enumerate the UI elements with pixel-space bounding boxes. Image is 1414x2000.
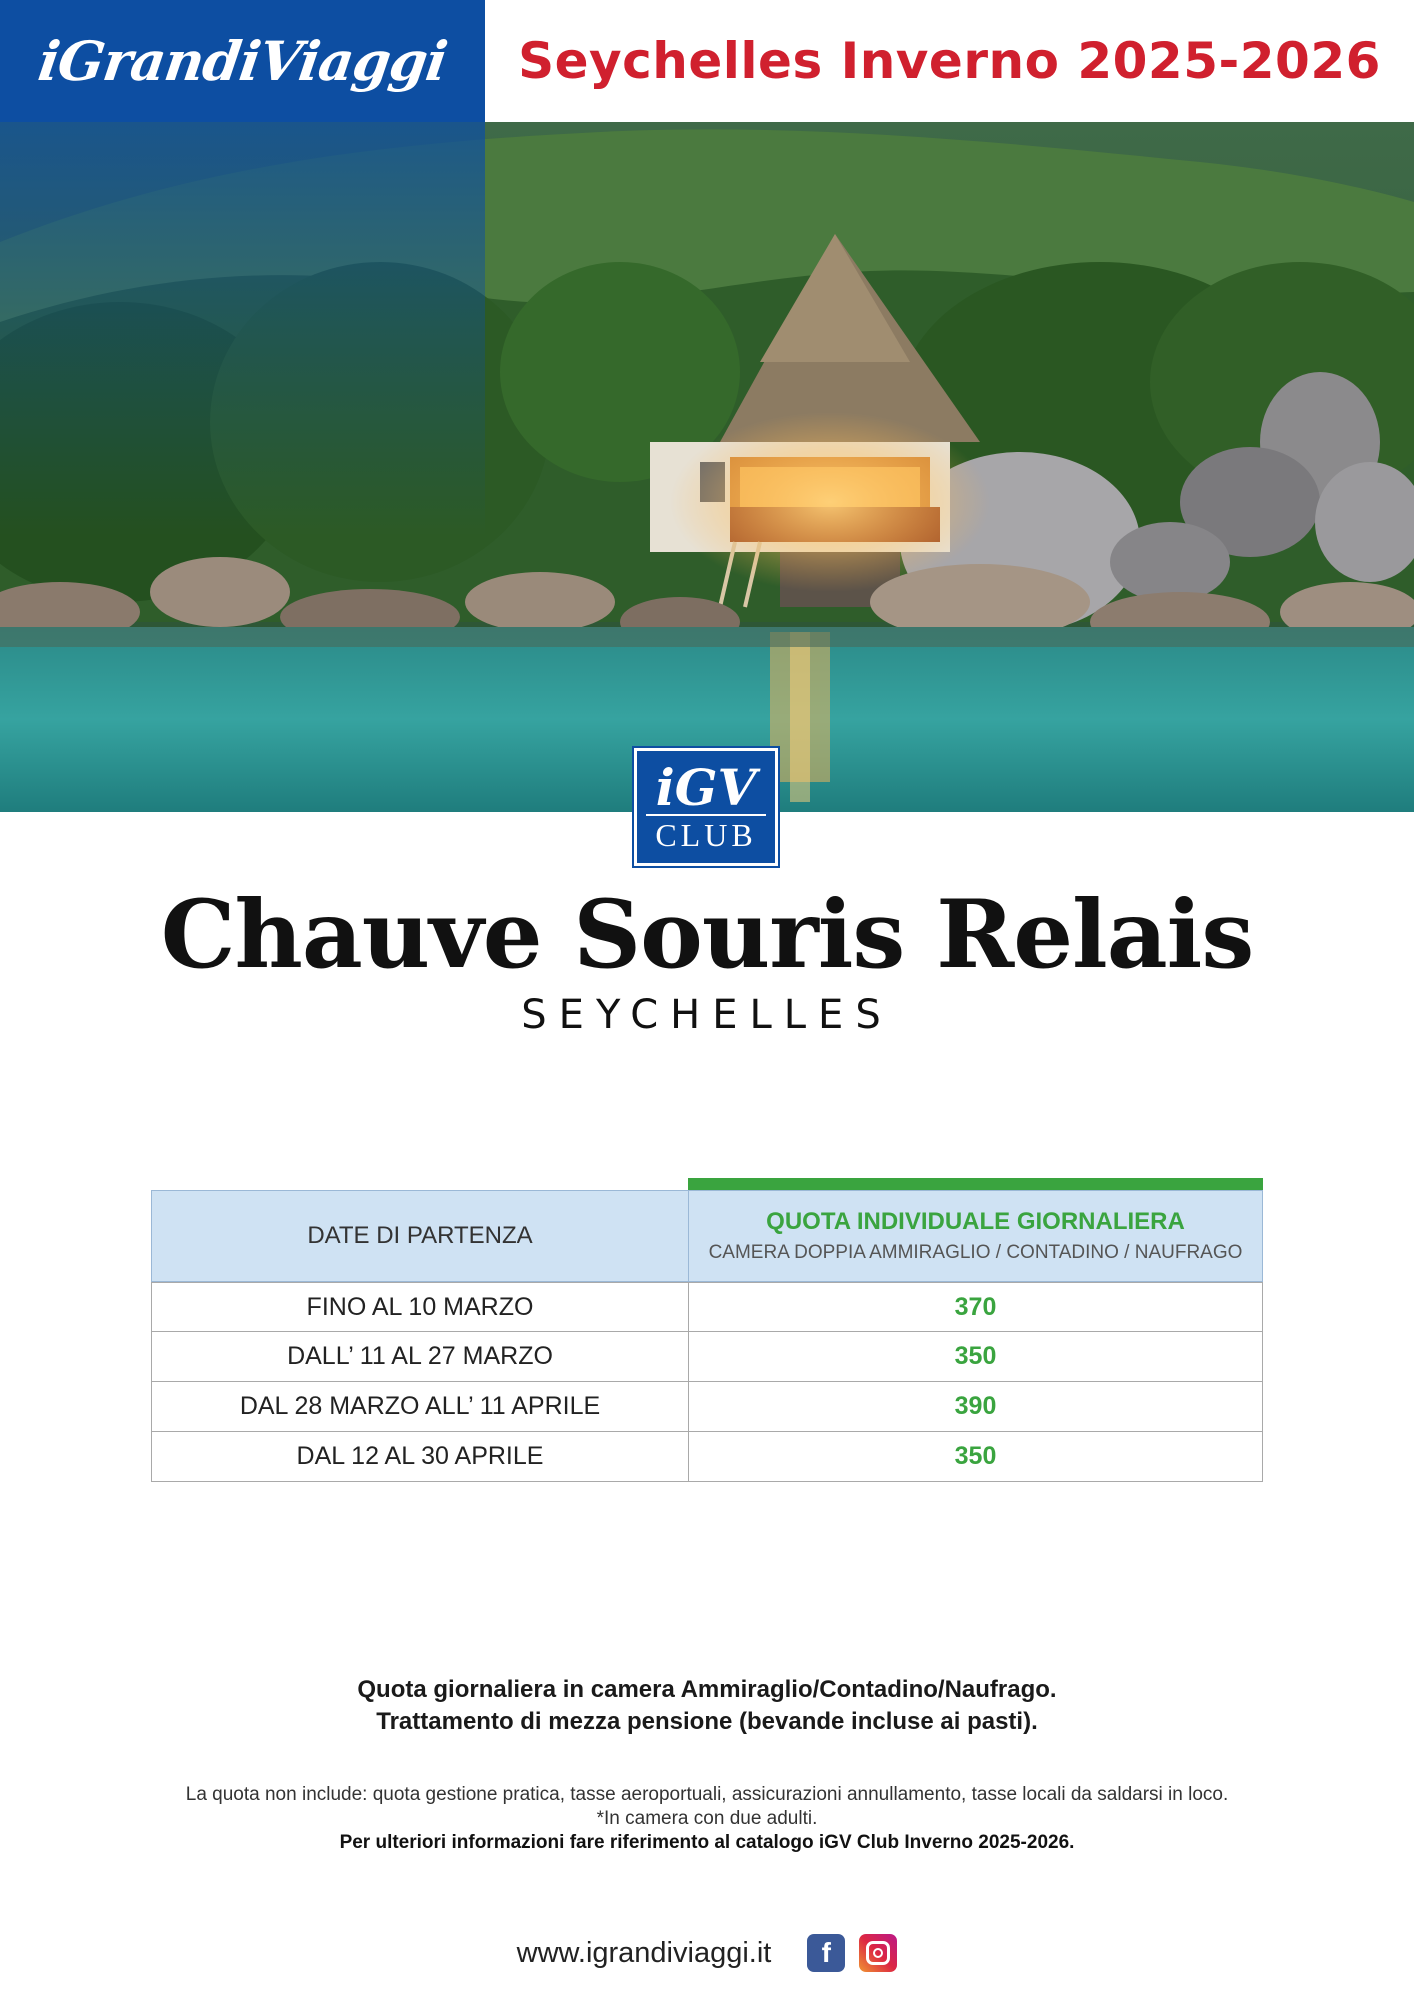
row-price: 350 xyxy=(954,1442,997,1470)
brand-logo: iGrandiViaggi xyxy=(34,29,451,93)
note-exclusions: La quota non include: quota gestione pratica, tasse aeroportuali, assicurazioni annullamento, tasse locali da saldarsi in loco. xyxy=(185,1784,1229,1805)
instagram-icon[interactable] xyxy=(859,1934,897,1972)
badge-club-text: CLUB xyxy=(646,814,766,852)
header-price-title: QUOTA INDIVIDUALE GIORNALIERA xyxy=(766,1208,1185,1235)
table-row xyxy=(151,1282,1263,1332)
table-row xyxy=(151,1382,1263,1432)
note-room-type: Quota giornaliera in camera Ammiraglio/Contadino/Naufrago. xyxy=(357,1676,1057,1703)
facebook-icon[interactable]: f xyxy=(807,1934,845,1972)
website-link[interactable]: www.igrandiviaggi.it xyxy=(516,1936,772,1969)
header-price xyxy=(689,1191,1262,1281)
row-period: DAL 28 MARZO ALL’ 11 APRILE xyxy=(152,1382,689,1431)
brand-logo-box xyxy=(0,0,485,122)
table-row xyxy=(151,1332,1263,1382)
hero-photo xyxy=(0,122,1414,817)
row-price: 350 xyxy=(954,1342,997,1370)
row-period: DALL’ 11 AL 27 MARZO xyxy=(152,1332,689,1381)
badge-igv-text: iGV xyxy=(655,758,757,817)
row-price: 370 xyxy=(954,1292,997,1321)
footer xyxy=(0,1928,1414,1978)
note-adults: *In camera con due adulti. xyxy=(596,1808,818,1829)
table-accent-bar xyxy=(688,1178,1263,1190)
igv-club-badge xyxy=(634,748,778,866)
header-price-subtitle: CAMERA DOPPIA AMMIRAGLIO / CONTADINO / NAUFRAGO xyxy=(708,1242,1243,1263)
header-dates: DATE DI PARTENZA xyxy=(152,1191,689,1281)
page-title: Seychelles Inverno 2025-2026 xyxy=(518,32,1381,90)
hotel-name: Chauve Souris Relais xyxy=(160,880,1254,990)
table-header xyxy=(151,1190,1263,1282)
row-price: 390 xyxy=(954,1392,997,1420)
table-body xyxy=(151,1282,1263,1482)
hotel-country: SEYCHELLES xyxy=(521,992,893,1038)
hero-blue-overlay xyxy=(0,122,485,812)
note-catalog: Per ulteriori informazioni fare riferimento al catalogo iGV Club Inverno 2025-2026. xyxy=(339,1832,1075,1853)
note-board: Trattamento di mezza pensione (bevande incluse ai pasti). xyxy=(376,1708,1038,1735)
table-row xyxy=(151,1432,1263,1482)
row-period: DAL 12 AL 30 APRILE xyxy=(152,1432,689,1481)
row-period: FINO AL 10 MARZO xyxy=(152,1283,689,1331)
